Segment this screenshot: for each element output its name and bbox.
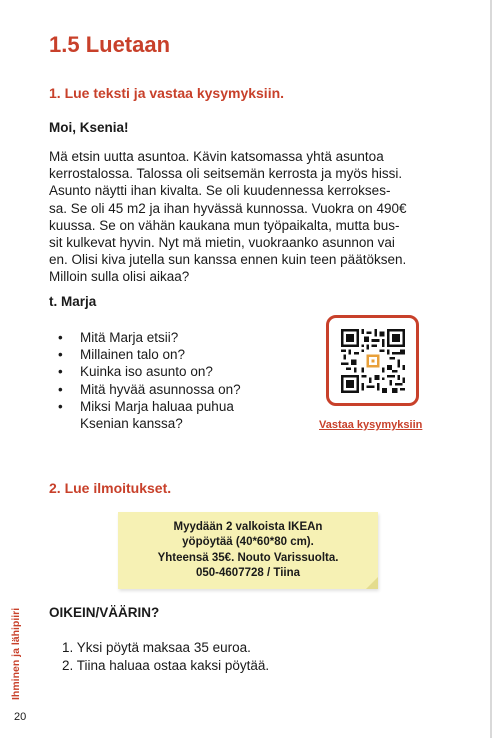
letter-line: sit kulkevat hyvin. Nyt mä mietin, vuokraanko asunnon vai — [49, 235, 395, 251]
ad-line: yöpöytää (40*60*80 cm). — [182, 536, 314, 548]
question-text: Millainen talo on? — [80, 347, 186, 363]
question-text: Mitä hyvää asunnossa on? — [80, 381, 241, 397]
letter-line: kuussa. Se on vähän kaukana mun työpaikalta, mutta bus- — [49, 217, 400, 233]
exercise-1-heading: 1. Lue teksti ja vastaa kysymyksiin. — [49, 85, 285, 101]
qr-code-frame[interactable] — [326, 315, 419, 406]
letter-line: Asunto näytti ihan kivalta. Se oli kuudennessa kerrokses- — [49, 183, 391, 199]
letter-line: sa. Se oli 45 m2 ja ihan hyvässä kunnossa. Vuokra on 490€ — [49, 200, 407, 216]
bullet-icon: • — [58, 381, 63, 397]
list-item — [58, 381, 280, 398]
true-false-list — [62, 639, 269, 674]
letter-line: Milloin sulla olisi aikaa? — [49, 269, 190, 285]
question-list — [58, 329, 280, 432]
list-item — [58, 329, 280, 346]
letter-signature: t. Marja — [49, 294, 97, 309]
letter-greeting: Moi, Ksenia! — [49, 120, 129, 135]
question-text: Mitä Marja etsii? — [80, 330, 179, 345]
bullet-icon: • — [58, 330, 63, 345]
note-fold-corner — [366, 577, 378, 589]
page-number: 20 — [14, 711, 27, 723]
list-item — [58, 363, 280, 380]
qr-code-icon[interactable] — [341, 329, 405, 393]
letter-line: kerrostalossa. Talossa oli seitsemän kerrosta ja myös hissi. — [49, 166, 403, 182]
chapter-side-label: Ihminen ja lähipiiri — [10, 607, 22, 700]
list-item: 1. Yksi pöytä maksaa 35 euroa. — [62, 640, 251, 655]
list-item — [58, 346, 280, 363]
letter-line: Mä etsin uutta asuntoa. Kävin katsomassa yhtä asuntoa — [49, 149, 384, 164]
true-false-heading: OIKEIN/VÄÄRIN? — [49, 605, 160, 620]
question-text: Miksi Marja haluaa puhua Ksenian kanssa? — [80, 398, 234, 432]
sticky-note-ad — [118, 512, 378, 589]
question-text: Kuinka iso asunto on? — [80, 364, 213, 380]
letter-line: en. Olisi kiva jutella sun kanssa ennen kuin teen päätöksen. — [49, 252, 407, 268]
bullet-icon: • — [58, 347, 63, 363]
ad-line: Yhteensä 35€. Nouto Varissuolta. — [157, 551, 339, 564]
answer-questions-link[interactable]: Vastaa kysymyksiin — [319, 419, 423, 431]
letter-body — [49, 148, 444, 286]
ad-line: Myydään 2 valkoista IKEAn — [173, 520, 323, 533]
ad-line: 050-4607728 / Tiina — [196, 567, 300, 579]
exercise-2-heading: 2. Lue ilmoitukset. — [49, 480, 172, 496]
bullet-icon: • — [58, 398, 63, 414]
list-item — [58, 398, 280, 432]
bullet-icon: • — [58, 364, 63, 380]
list-item: 2. Tiina haluaa ostaa kaksi pöytää. — [62, 657, 270, 673]
page-title: 1.5 Luetaan — [49, 32, 171, 57]
